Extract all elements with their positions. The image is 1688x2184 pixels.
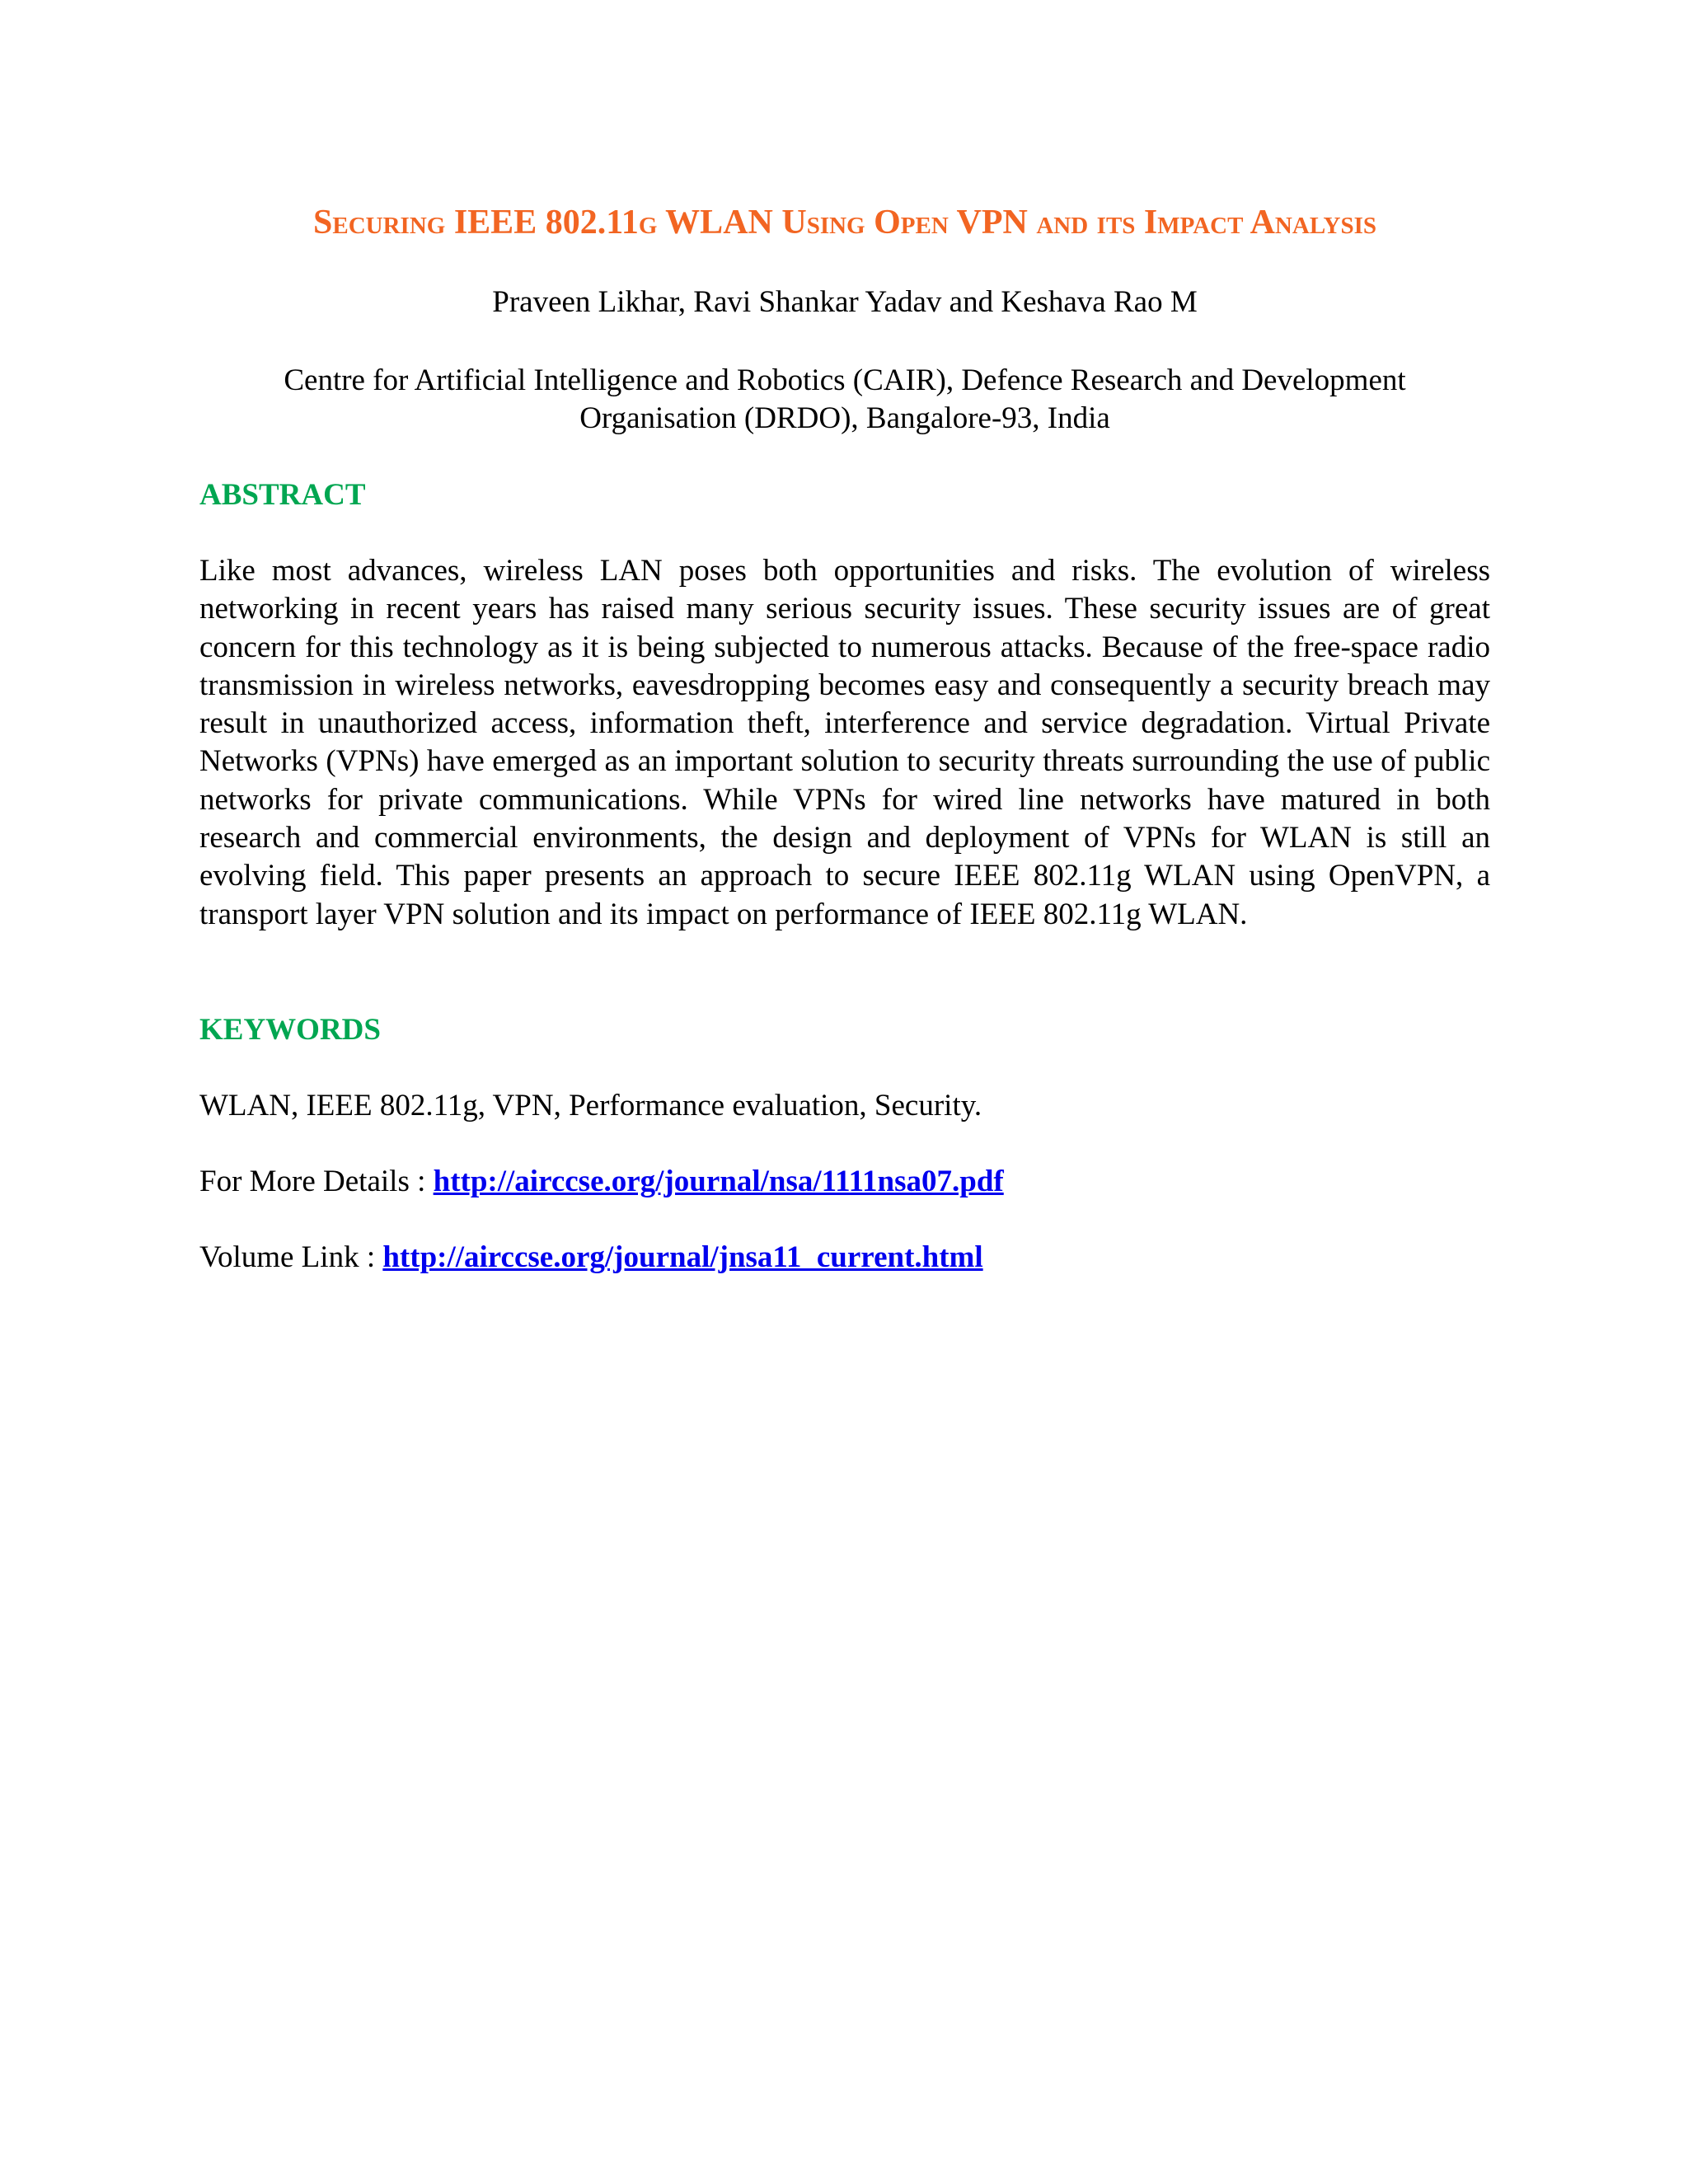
keywords-heading: KEYWORDS bbox=[199, 1013, 381, 1047]
volume-link[interactable]: http://airccse.org/journal/jnsa11_current.html bbox=[382, 1240, 983, 1274]
details-label: For More Details : bbox=[199, 1165, 434, 1198]
affiliation-line-1: Centre for Artificial Intelligence and Robotics (CAIR), Defence Research and Development bbox=[284, 363, 1406, 397]
abstract-text: Like most advances, wireless LAN poses both opportunities and risks. The evolution of wireless networking in recent years has raised many serious security issues. These security issues are of great concern for this technology as it is being subjected to numerous attacks. Because of the free-space radio transmission in wireless networks, eavesdropping becomes easy and consequently a security breach may result in unauthorized access, information theft, interference and service degradation. Virtual Private Networks (VPNs) have emerged as an important solution to security threats surrounding the use of public networks for private communications. While VPNs for wired line networks have matured in both research and commercial environments, the design and deployment of VPNs for WLAN is still an evolving field. This paper presents an approach to secure IEEE 802.11g WLAN using OpenVPN, a transport layer VPN solution and its impact on performance of IEEE 802.11g WLAN. bbox=[199, 554, 1490, 931]
details-link[interactable]: http://airccse.org/journal/nsa/1111nsa07.pdf bbox=[433, 1165, 1004, 1198]
abstract-heading: ABSTRACT bbox=[199, 478, 366, 512]
volume-label: Volume Link : bbox=[199, 1240, 383, 1274]
affiliation bbox=[199, 362, 1490, 438]
paper-page bbox=[199, 0, 1490, 2184]
affiliation-line-2: Organisation (DRDO), Bangalore-93, India bbox=[579, 401, 1110, 435]
keywords-text: WLAN, IEEE 802.11g, VPN, Performance evaluation, Security. bbox=[199, 1089, 982, 1122]
details-line bbox=[199, 1163, 1490, 1201]
volume-line bbox=[199, 1239, 1490, 1277]
author-list: Praveen Likhar, Ravi Shankar Yadav and Keshava Rao M bbox=[492, 285, 1198, 319]
paper-title: Securing IEEE 802.11g WLAN Using Open VPN and its Impact Analysis bbox=[313, 204, 1376, 241]
